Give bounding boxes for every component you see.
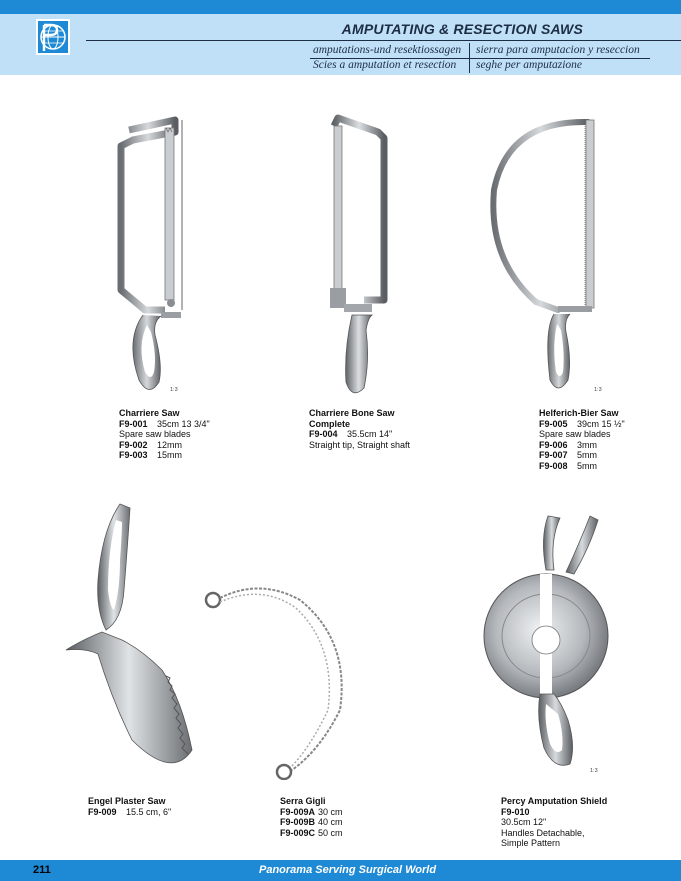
product-detail: 30 cm (318, 806, 343, 817)
product-code: F9-006 (539, 439, 568, 450)
product-detail: 5mm (577, 450, 597, 460)
page-title: AMPUTATING & RESECTION SAWS (341, 21, 583, 37)
product-caption-charriere-saw (119, 408, 210, 461)
product-name: Helferich-Bier Saw (539, 408, 619, 418)
product-detail: 50 cm (318, 827, 343, 838)
panorama-logo (36, 19, 70, 55)
product-code: F9-004 (309, 429, 338, 439)
product-detail: 30.5cm 12" (501, 817, 547, 827)
product-code: F9-009C (280, 827, 316, 838)
product-detail: 15.5 cm, 6" (126, 806, 172, 817)
product-detail: Spare saw blades (119, 429, 191, 439)
product-detail: 12mm (157, 439, 183, 450)
product-detail: Simple Pattern (501, 838, 561, 848)
product-name: Engel Plaster Saw (88, 796, 166, 806)
product-caption-percy-amputation-shield (501, 796, 607, 849)
product-name: Charriere Bone Saw (309, 408, 395, 418)
product-name-line-2: Complete (309, 418, 351, 429)
product-caption-helferich-bier-saw (539, 408, 625, 471)
scale-label-3: 1:3 (594, 387, 602, 393)
subtitle-spanish: sierra para amputacion y reseccion (476, 44, 640, 56)
product-code: F9-007 (539, 450, 568, 460)
title-rule (86, 40, 681, 41)
product-code: F9-003 (119, 450, 148, 460)
charriere-saw-image (105, 110, 195, 400)
footer-tagline: Panorama Serving Surgical World (259, 864, 437, 876)
product-code: F9-005 (539, 418, 568, 429)
product-name: Percy Amputation Shield (501, 796, 608, 806)
subtitle-italian: seghe per amputazione (476, 59, 583, 71)
subtitle-french: Scies a amputation et resection (313, 59, 457, 71)
subtitle-rule (310, 58, 650, 59)
scale-label-6: 1:3 (590, 768, 598, 774)
product-caption-charriere-bone-saw (309, 408, 410, 450)
product-name: Serra Gigli (280, 796, 326, 806)
product-detail: Spare saw blades (539, 429, 611, 439)
percy-amputation-shield-image (480, 508, 610, 780)
product-detail: Handles Detachable, (501, 827, 585, 838)
product-name: Charriere Saw (119, 408, 180, 418)
engel-plaster-saw-image (62, 500, 202, 785)
product-detail: 35.5cm 14" (347, 429, 393, 439)
product-detail: 15mm (157, 450, 183, 460)
product-detail: 5mm (577, 460, 597, 471)
product-code: F9-010 (501, 806, 530, 817)
product-code: F9-001 (119, 418, 148, 429)
top-bar (0, 0, 681, 14)
scale-label-1: 1:3 (170, 387, 178, 393)
product-code: F9-009 (88, 806, 117, 817)
serra-gigli-image (200, 580, 380, 780)
subtitle-german: amputations-und resektiossagen (313, 44, 462, 56)
product-caption-serra-gigli (280, 796, 343, 838)
product-detail: 40 cm (318, 817, 343, 827)
product-detail: 39cm 15 ½" (577, 418, 625, 429)
charriere-bone-saw-image (318, 110, 398, 400)
product-detail: Straight tip, Straight shaft (309, 439, 411, 450)
product-code: F9-002 (119, 439, 148, 450)
product-code: F9-008 (539, 460, 568, 471)
product-detail: 3mm (577, 439, 597, 450)
product-detail: 35cm 13 3/4" (157, 418, 210, 429)
page-number: 211 (33, 864, 51, 876)
product-code: F9-009B (280, 817, 316, 827)
product-caption-engel-plaster-saw (88, 796, 171, 817)
product-code: F9-009A (280, 806, 316, 817)
helferich-bier-saw-image (488, 110, 608, 400)
